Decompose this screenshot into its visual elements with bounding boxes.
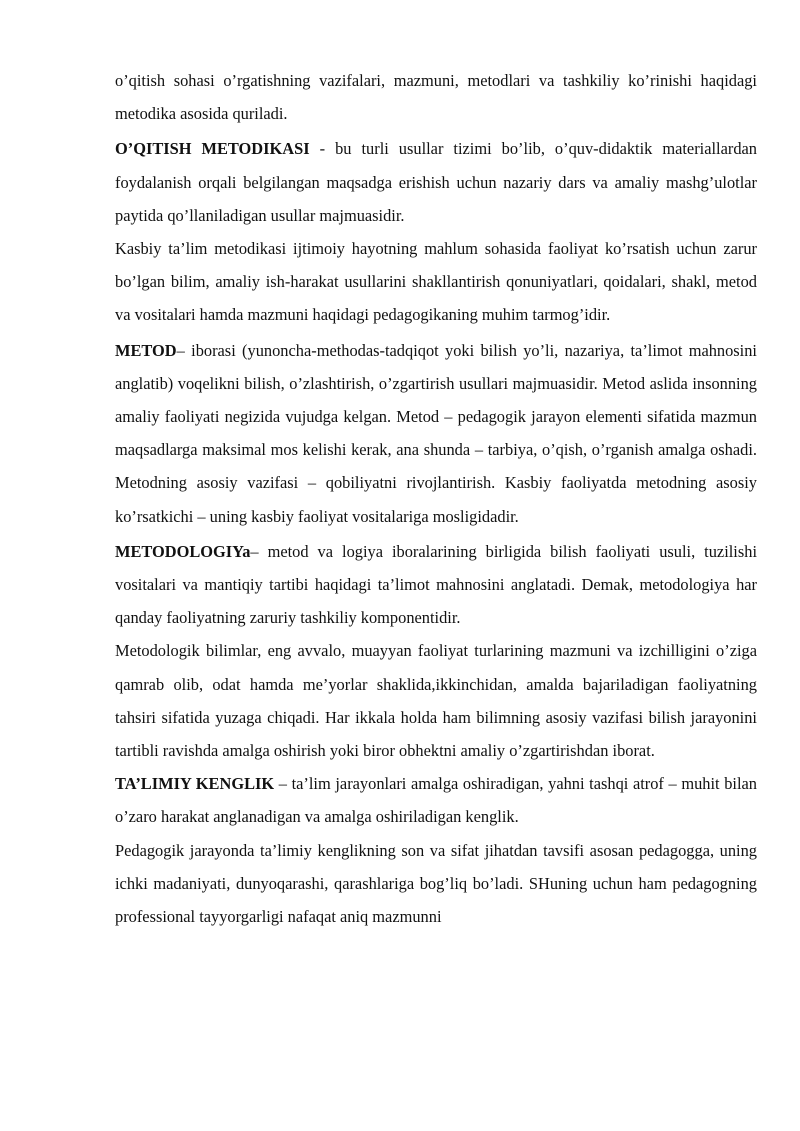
paragraph-pedagogik-jarayon — [115, 834, 757, 934]
paragraph-metodologiya — [115, 535, 757, 635]
paragraph-text: – ta’lim jarayonlari amalga oshiradigan, yahni tashqi atrof – muhit bilan o’zaro harakat anglanadigan va amalga oshiriladigan kenglik. — [115, 774, 757, 827]
term-metodologiya: METODOLOGIYa — [115, 541, 251, 561]
term-talimiy-kenglik: TA’LIMIY KENGLIK — [115, 774, 275, 794]
paragraph-text: o’qitish sohasi o’rgatishning vazifalari, mazmuni, metodlari va tashkiliy ko’rinishi haqidagi metodika asosida quriladi. — [115, 71, 757, 124]
paragraph-intro — [115, 64, 757, 130]
paragraph-metodologik-bilimlar — [115, 634, 757, 767]
paragraph-text: - bu turli usullar tizimi bo’lib, o’quv-didaktik materiallardan foydalanish orqali belgilangan maqsadga erishish uchun nazariy dars va amaliy mashg’ulotlar paytida qo’llaniladigan usullar majmuasidir. — [115, 139, 757, 225]
term-metod: METOD — [115, 340, 177, 360]
paragraph-kasbiy-talim — [115, 232, 757, 332]
document-page — [115, 64, 757, 933]
paragraph-oqitish-metodikasi — [115, 132, 757, 232]
paragraph-text: – iborasi (yunoncha-methodas-tadqiqot yoki bilish yo’li, nazariya, ta’limot mahnosini anglatib) voqelikni bilish, o’zlashtirish, o’zgartirish usullari majmuasidir. Metod aslida insonning amaliy faoliyati negizida vujudga kelgan. Metod – pedagogik jarayon elementi sifatida mazmun maqsadlarga maksimal mos kelishi kerak, ana shunda – tarbiya, o’qish, o’rganish amalga oshadi. Metodning asosiy vazifasi – qobiliyatni rivojlantirish. Kasbiy faoliyatda metodning asosiy ko’rsatkichi – uning kasbiy faoliyat vositalariga mosligidadir. — [115, 340, 757, 526]
paragraph-text: Metodologik bilimlar, eng avvalo, muayyan faoliyat turlarining mazmuni va izchilligini o’ziga qamrab olib, odat hamda me’yorlar shaklida,ikkinchidan, amalda bajariladigan faoliyatning tahsiri sifatida yuzaga chiqadi. Har ikkala holda ham bilimning asosiy vazifasi bilish jarayonini tartibli ravishda amalga oshirish yoki biror obhektni amaliy o’zgartirishdan iborat. — [115, 641, 757, 761]
term-oqitish-metodikasi: O’QITISH METODIKASI — [115, 139, 310, 159]
paragraph-talimiy-kenglik — [115, 767, 757, 833]
paragraph-text: – metod va logiya iboralarining birligida bilish faoliyati usuli, tuzilishi vositalari va mantiqiy tartibi haqidagi ta’limot mahnosini anglatadi. Demak, metodologiya har qanday faoliyatning zaruriy tashkiliy komponentidir. — [115, 541, 757, 628]
paragraph-text: Pedagogik jarayonda ta’limiy kenglikning son va sifat jihatdan tavsifi asosan pedagogga, uning ichki madaniyati, dunyoqarashi, qarashlariga bog’liq bo’ladi. SHuning uchun ham pedagogning professional tayyorgarligi nafaqat aniq mazmunni — [115, 840, 757, 927]
paragraph-metod — [115, 334, 757, 533]
paragraph-text: Kasbiy ta’lim metodikasi ijtimoiy hayotning mahlum sohasida faoliyat ko’rsatish uchun zarur bo’lgan bilim, amaliy ish-harakat usullarini shakllantirish qonuniyatlari, qoidalari, shakl, metod va vositalari hamda mazmuni haqidagi pedagogikaning muhim tarmog’idir. — [115, 239, 757, 325]
